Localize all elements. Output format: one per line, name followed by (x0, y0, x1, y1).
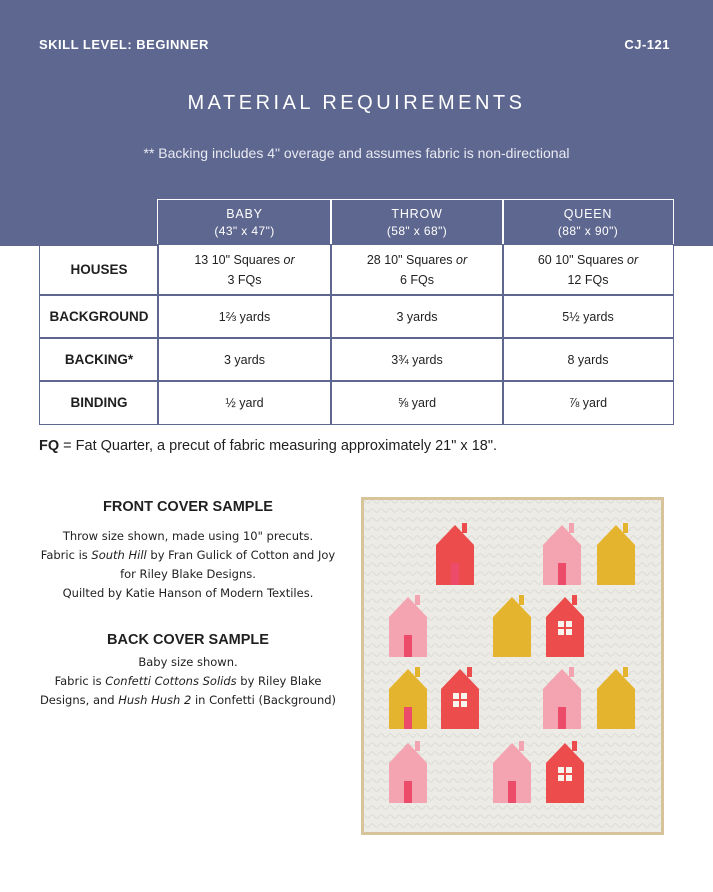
text-line (30, 672, 346, 691)
cell-houses-queen (502, 244, 674, 296)
cell-houses-throw (330, 244, 504, 296)
cell-or: or (456, 253, 468, 267)
back-cover-text (30, 653, 346, 710)
text-span: Fabric is (40, 547, 92, 562)
column-size: (88" x 90") (557, 223, 619, 238)
text-line (30, 691, 346, 710)
column-name: QUEEN (563, 206, 613, 221)
backing-note: ** Backing includes 4" overage and assumes fabric is non-directional (143, 145, 570, 161)
front-cover-title: FRONT COVER SAMPLE (103, 499, 273, 515)
text-span: by Fran Gulick of Cotton and Joy (146, 547, 336, 562)
cell-background-queen: 5½ yards (502, 294, 674, 339)
row-label-backing: BACKING* (39, 337, 159, 382)
cell-text: 6 FQs (399, 273, 435, 287)
row-label-binding: BINDING (39, 380, 159, 425)
front-cover-text (30, 527, 346, 603)
text-line: Quilted by Katie Hanson of Modern Textiles. (62, 585, 314, 600)
text-line (30, 546, 346, 565)
skill-level: SKILL LEVEL: BEGINNER (39, 37, 209, 52)
cell-text: 3 FQs (227, 273, 262, 287)
row-label-houses: HOUSES (39, 244, 159, 296)
back-cover-title: BACK COVER SAMPLE (107, 632, 269, 648)
text-span: Fabric is (54, 673, 106, 688)
quilt-photo (361, 497, 664, 835)
text-span: Designs, and (39, 692, 119, 707)
cell-background-baby: 1⅔ yards (157, 294, 332, 339)
text-span: in Confetti (Background) (191, 692, 337, 707)
column-size: (43" x 47") (214, 223, 275, 238)
cell-text: 60 10" Squares (537, 253, 628, 267)
text-line: for Riley Blake Designs. (120, 566, 256, 581)
cell-text: 13 10" Squares (194, 253, 284, 267)
cell-backing-throw: 3¾ yards (330, 337, 504, 382)
page-title: MATERIAL REQUIREMENTS (187, 92, 526, 114)
cell-backing-queen: 8 yards (502, 337, 674, 382)
fabric-name: South Hill (91, 547, 147, 562)
column-header-queen (502, 199, 674, 246)
fabric-name: Hush Hush 2 (118, 692, 192, 707)
column-header-baby (157, 199, 332, 246)
fabric-name: Confetti Cottons Solids (105, 673, 237, 688)
materials-table (39, 199, 674, 425)
row-label-background: BACKGROUND (39, 294, 159, 339)
cell-or: or (283, 253, 295, 267)
fq-definition: = Fat Quarter, a precut of fabric measuring approximately 21" x 18". (59, 438, 497, 454)
fat-quarter-note (39, 438, 497, 454)
fq-term: FQ (39, 438, 60, 454)
cell-houses-baby (157, 244, 332, 296)
text-span: by Riley Blake (236, 673, 322, 688)
cell-text: 12 FQs (567, 273, 609, 287)
cell-background-throw: 3 yards (330, 294, 504, 339)
cell-binding-throw: ⅝ yard (330, 380, 504, 425)
cell-backing-baby: 3 yards (157, 337, 332, 382)
cell-binding-baby: ½ yard (157, 380, 332, 425)
cell-or: or (627, 253, 639, 267)
text-line: Baby size shown. (138, 655, 238, 669)
column-size: (58" x 68") (386, 223, 448, 238)
pattern-code: CJ-121 (624, 37, 670, 52)
column-header-throw (330, 199, 504, 246)
cell-text: 28 10" Squares (366, 253, 457, 267)
text-line: Throw size shown, made using 10" precuts. (62, 529, 314, 543)
cell-binding-queen: ⅞ yard (502, 380, 674, 425)
column-name: BABY (226, 206, 263, 221)
column-name: THROW (391, 206, 443, 221)
